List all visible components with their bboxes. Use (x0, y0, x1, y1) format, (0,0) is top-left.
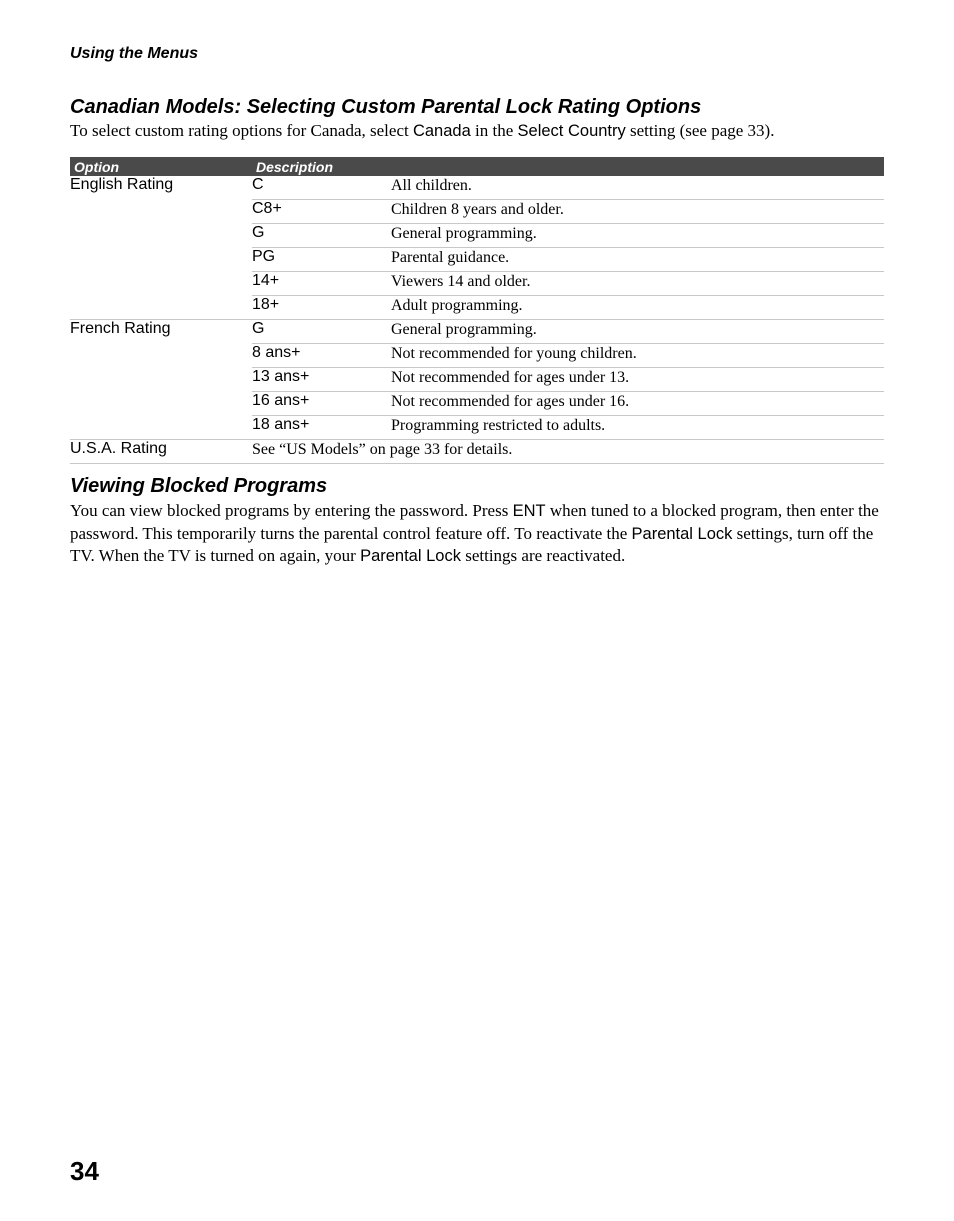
option-english-rating: English Rating (70, 176, 174, 193)
table-row (70, 344, 884, 368)
rating-description: Not recommended for ages under 16. (391, 392, 884, 416)
section-title-canadian: Canadian Models: Selecting Custom Parental Lock Rating Options (70, 96, 702, 118)
header-option: Option (70, 157, 252, 176)
section-body (70, 500, 890, 568)
rating-code: G (252, 320, 391, 344)
rating-description: Children 8 years and older. (391, 200, 884, 224)
table-row (70, 392, 884, 416)
rating-description: Not recommended for young children. (391, 344, 884, 368)
rating-description: Viewers 14 and older. (391, 272, 884, 296)
body-text-2: when tuned to a blocked program, then enter the password. This temporarily turns the parental control feature off. To reactivate the (70, 501, 879, 543)
rating-code: C8+ (252, 200, 391, 224)
rating-code: C (252, 176, 391, 200)
rating-code: 18+ (252, 296, 391, 320)
table-row (70, 320, 884, 344)
intro-text-2: in the (470, 121, 518, 140)
rating-code: 18 ans+ (252, 416, 391, 440)
rating-code: 14+ (252, 272, 391, 296)
running-head: Using the Menus (70, 45, 199, 62)
rating-description: Adult programming. (391, 296, 884, 320)
section-intro (70, 121, 774, 141)
body-text-4: settings are reactivated. (460, 546, 626, 565)
rating-description: Parental guidance. (391, 248, 884, 272)
intro-text-1: To select custom rating options for Canada, select (70, 121, 413, 140)
table-row (70, 224, 884, 248)
menu-term-canada: Canada (412, 122, 471, 140)
menu-term-parental-lock: Parental Lock (631, 524, 733, 543)
table-row (70, 296, 884, 320)
table-row (70, 440, 884, 464)
table-row (70, 272, 884, 296)
rating-code: 13 ans+ (252, 368, 391, 392)
intro-text-3: setting (see page 33). (625, 121, 775, 140)
rating-description: See “US Models” on page 33 for details. (252, 440, 884, 464)
body-text-3: settings, turn off the TV. When the TV is turned on again, your (70, 523, 874, 565)
rating-code: G (252, 224, 391, 248)
body-text-1: You can view blocked programs by entering the password. Press (70, 501, 513, 520)
menu-term-parental-lock: Parental Lock (360, 547, 461, 565)
button-term-ent: ENT (512, 502, 546, 520)
table-row (70, 368, 884, 392)
rating-description: General programming. (391, 320, 884, 344)
rating-options-table (70, 157, 884, 464)
option-usa-rating: U.S.A. Rating (70, 440, 252, 464)
table-row (70, 248, 884, 272)
rating-code: PG (252, 248, 391, 272)
table-row (70, 200, 884, 224)
rating-description: All children. (391, 176, 884, 200)
page-number: 34 (70, 1156, 99, 1186)
table-header-row (70, 157, 884, 176)
section-title-viewing-blocked: Viewing Blocked Programs (70, 475, 328, 497)
rating-code: 8 ans+ (252, 344, 391, 368)
table-row (70, 416, 884, 440)
header-description: Description (252, 157, 884, 176)
rating-description: Programming restricted to adults. (391, 416, 884, 440)
table-row (70, 176, 884, 200)
rating-description: General programming. (391, 224, 884, 248)
menu-term-select-country: Select Country (517, 122, 626, 140)
rating-description: Not recommended for ages under 13. (391, 368, 884, 392)
option-french-rating: French Rating (70, 320, 171, 337)
rating-code: 16 ans+ (252, 392, 391, 416)
